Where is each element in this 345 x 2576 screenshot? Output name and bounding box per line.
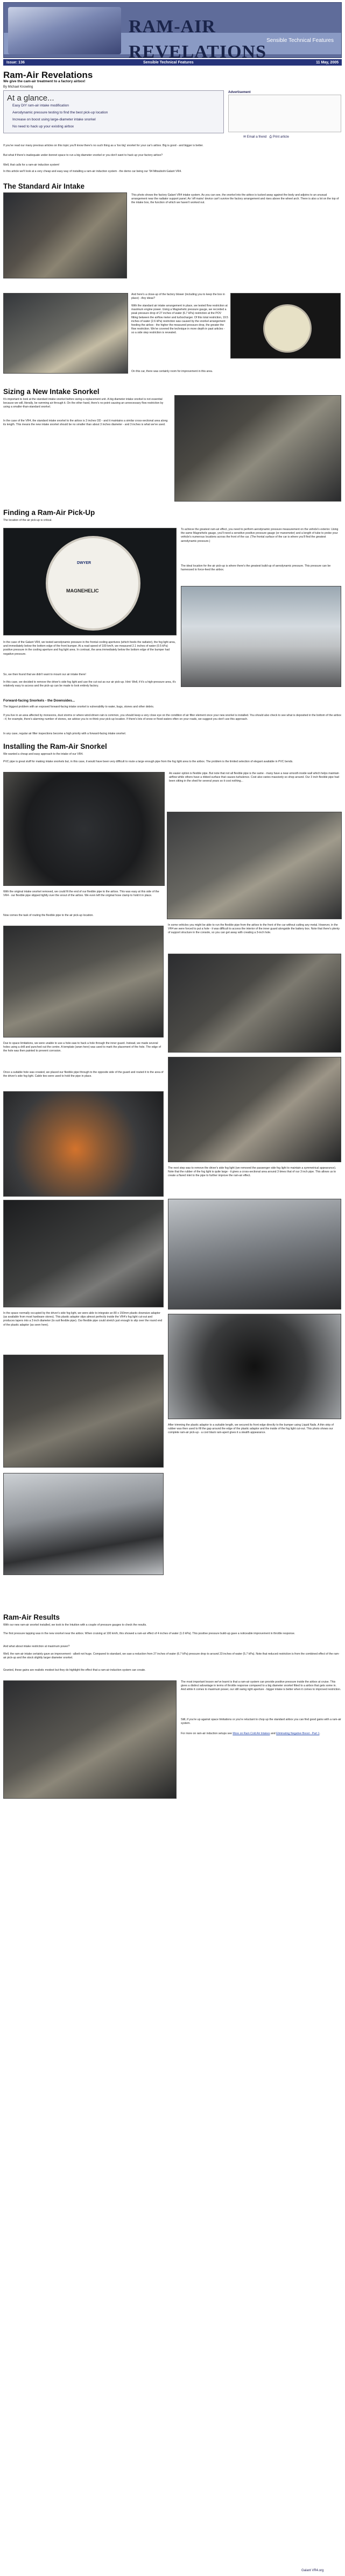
galant-car-photo: [181, 586, 341, 687]
section-paragraph: The location of the air pick-up is critical.: [3, 519, 52, 522]
section-paragraph: The biggest problem with an exposed forward-facing intake snorkel is vulnerability to water, bugs, stones and other debris.: [3, 705, 154, 709]
cable-ties-photo: [3, 1091, 164, 1197]
section-paragraph: If you live in an area affected by monsoons, dust storms or where wind-driven rain is common, you should keep a very close eye on the condition of air filter element once your new snorkel is installed. You should also check to see what is deposited in the bottom of the airbox - if, for example, there's alarming number of stones, we advise you to re-think your pick-up location. If there's lots of snow or flood waters often on your roads, we suggest you don't use this approach.: [3, 714, 341, 721]
section-paragraph: On this car, there was certainly room for improvement in this area.: [131, 370, 213, 373]
section-paragraph: In this case, we decided to remove the driver's side fog light and use the cut-out as our air pick-up. Hint: Well, if it's a high-pressure area, it's relatively easy to access and the pick-up can be made to look entirely factory.: [3, 681, 176, 688]
page-whitespace: [3, 1806, 341, 2564]
banner-car-image: [8, 7, 121, 54]
link-separator: and: [270, 1732, 277, 1735]
section-paragraph: Once a suitable hole was created, we placed our flexible pipe through to the opposite side of the guard and routed it to the area of the driver's side fog light. Cable ties were used to hold the pipe in place.: [3, 1071, 164, 1078]
issue-section[interactable]: Sensible Technical Features: [143, 61, 194, 65]
gauge-face: [46, 536, 140, 631]
advert-label: Advertisement: [228, 91, 251, 94]
adaptor-fitted-photo: [3, 1355, 164, 1468]
magnehelic-gauge-photo: [3, 528, 177, 635]
snorkel-sizing-photo: [174, 395, 341, 502]
inner-guard-hole-photo: [168, 954, 341, 1053]
see-also-text: For more on ram-air induction setups see: [181, 1732, 233, 1735]
section-paragraph: In the space normally occupied by the driver's side fog light, we were able to integrate an 80 x 150mm plastic downsize adaptor (as available from most hardware stores). This plastic adaptor slips almost perfectly inside the VR4's fog light cut-out and produces tapers into a 3 inch diameter (to suit flexible pipe). Our flexible pipe could stretch just enough to slip over the round end of the plastic adaptor (as seen here).: [3, 1312, 163, 1327]
print-icon[interactable]: ⎙: [269, 135, 272, 139]
gauge-brand: DWYER: [77, 561, 91, 565]
section-paragraph: And here's a close-up of the factory blower (including you to keep the box in place) - Any ideas?: [131, 293, 226, 300]
factory-intake-photo: [3, 192, 127, 278]
glance-item: No need to hack up your existing airbox: [12, 124, 74, 128]
section-paragraph: To achieve the greatest ram-air effect, you need to perform aerodynamic pressure measurement on the vehicle's exterior. Using the same Magnehelic gauge, you'll need a sensitive positive pressure gauge (or manometer) and a length of tube to probe your vehicle's numerous locations across the front of the car. (The frontal surface of the car is where you'll find the greatest aerodynamic pressure.): [181, 528, 339, 543]
section-paragraph: Now comes the task of routing the flexible pipe to the air pick-up location.: [3, 914, 94, 917]
fog-light-removed-photo: [3, 1200, 164, 1307]
bumper-cut-out-photo: [168, 1199, 341, 1310]
section-paragraph: The ideal location for the air pick-up is where there's the greatest build-up of aerodynamic pressure. This pressure can be harnessed to force-feed the airbox.: [181, 564, 331, 572]
closing-punctuation: .: [319, 1732, 320, 1735]
pipe-routing-photo: [3, 926, 164, 1037]
section-heading: Sizing a New Intake Snorkel: [3, 388, 100, 396]
email-icon[interactable]: ✉: [243, 135, 247, 139]
issue-number: Issue: 136: [6, 61, 25, 65]
glance-list: [12, 104, 108, 132]
related-article-link[interactable]: More on Ram Cold Air Intakes: [233, 1732, 270, 1735]
section-paragraph: We wanted a cheap and easy approach to the intake of our VR4.: [3, 753, 83, 756]
article-subtitle: We give the cam-air treatment to a factory airbox!: [3, 80, 86, 83]
section-paragraph: In the case of the Galant VR4, we tested aerodynamic pressure in the frontal cooling apertures (which feeds the radiator), the fog light area, and immediately below the bottom edge of the front bumper. At a road speed of 100 km/h, we measured 2.1 inches of water (0.5 kPa) positive pressure in the cooling aperture and fog light area. In contrast, the area immediately below the bottom edge of the bumper had negative pressure.: [3, 641, 176, 656]
section-paragraph: Well, the ram-air intake certainly gave an improvement - albeit not huge. Compared to standard, we saw a reduction from 27 inches of water (6.7 kPa) pressure drop to around 23 inches of water (5.7 kPa). Note that reduced restriction is from the combined effect of the ram-air pick-up and the stock slightly larger diameter snorkel.: [3, 1652, 340, 1660]
article-title: Ram-Air Revelations: [3, 70, 93, 80]
site-banner: [3, 2, 342, 58]
section-heading: The Standard Air Intake: [3, 182, 85, 190]
section-paragraph: It's important to look at the standard intake snorkel before sizing a replacement unit. A big diameter intake snorkel is not essential because we will, literally, be ramming air through it. On the other hand, there's no point causing an unnecessary flow restriction by using a smaller-than-standard snorkel.: [3, 398, 164, 409]
issue-date: 11 May, 2005: [316, 61, 339, 65]
intro-paragraph: In this article we'll look at a very cheap and easy way of installing a ram-air induction system - the demo car being our '94 Mitsubishi Galant VR4.: [3, 170, 182, 173]
section-paragraph: With the standard air intake arrangement in place, we tested flow restriction at maximum engine power. Using a Magnehelic pressure gauge, we recorded a peak pressure drop of 27 inches of water (6.7 kPa) restriction at the POV fitting between the airflow meter and turbocharger. Of this total restriction, 19.5 inches of water (2.6 kPa) restriction was caused by the snorkel arrangement feeding the airbox - the higher the measured pressure drop, the greater the flow restriction. We've covered the technique in more depth in past articles - so a side step restriction is revealed.: [131, 304, 228, 335]
at-a-glance-box: [3, 90, 224, 133]
section-heading: Ram-Air Results: [3, 1613, 60, 1621]
factory-blower-photo: [3, 293, 128, 374]
section-paragraph: PVC pipe is great stuff for making intake snorkels but, in this case, it would have been very difficult to route a large enough pipe from the fog light area to the airbox. The problem is the limited selection of elegant available in PVC bends.: [3, 760, 293, 763]
section-paragraph: Still, if you're up against space limitations or you're reluctant to chop up the standard airbox you can find good gains with a ram-air system.: [181, 1718, 341, 1726]
section-paragraph: With our new ram-air snorkel installed, we took to the Intuition with a couple of pressure gauges to check the results.: [3, 1623, 147, 1627]
email-friend-link[interactable]: Email a friend: [247, 135, 267, 139]
section-paragraph: In some vehicles you might be able to run the flexible pipe from the airbox to the front of the car without cutting any metal. However, in the VR4 we were forced to put a hole - it was difficult to access the interior of the inner guard alongside the battery box. Note that there's plenty of support structure in the console, so you can get away with creating a 3-inch hole.: [168, 924, 340, 935]
pressure-gauge-photo-1: [230, 293, 341, 359]
finished-intake-photo: [3, 1680, 177, 1799]
section-paragraph: [181, 1732, 341, 1736]
glance-item: Easy DIY ram-air intake modification: [12, 104, 69, 108]
flexible-pipe-photo: [3, 772, 165, 886]
gauge-name: MAGNEHELIC: [66, 588, 99, 593]
intro-paragraph: But what if there's inadequate under-bonnet space to run a big diameter snorkel or you don't want to hack up your factory airbox?: [3, 154, 163, 157]
banner-tagline: Sensible Technical Features: [266, 38, 334, 44]
glance-title: At a glance...: [7, 94, 54, 103]
section-paragraph: The most important lesson we've learnt is that a ram-air system can provide positive pressure inside the airbox at cruise. This gives a distinct advantage in terms of throttle response compared to a big diameter snorkel fitted to a airbox that gets some in. And while it comes to maximum power, our still swing right aperture - bigger intake is better when it comes to improved restriction.: [181, 1680, 341, 1692]
advert-space[interactable]: [228, 95, 341, 132]
section-paragraph: The next step was to remove the driver's side fog light (we removed the passenger side fog light to maintain a symmetrical appearance). Note that the rubber of the fog light is quite large - it gives a cross-sectional area around 3 times that of our 3 inch pipe. This allows us to create a flared inlet to the pipe to further improve the ram-air effect.: [168, 1167, 336, 1178]
gauge-dial: [263, 304, 312, 353]
footer-credit: Galant VR4.org: [301, 2569, 324, 2572]
guard-hole-close-up-photo: [168, 1057, 341, 1162]
section-paragraph: With the original intake snorkel removed, we could fit the end of our flexible pipe to the airbox. This was easy at this side of the VR4 - our flexible pipe slipped tightly over the snout of the airbox. We even left the original hose clamp to hold it in place.: [3, 890, 159, 898]
section-paragraph: In any case, regular air filter inspections become a high priority with a forward-facing intake snorkel.: [3, 732, 126, 735]
section-paragraph: Due to space limitations, we were unable to use a hole-saw to hack a hole through the inner guard. Instead, we made several holes using a drill and punched out the centre. A template (sewn here) was used to mark the placement of the hole. The edge of the hole was then painted to prevent corrosion.: [3, 1042, 161, 1053]
section-paragraph: So, we then found that we didn't want to mount our air intake there!: [3, 673, 86, 676]
issue-strip: [3, 59, 342, 66]
glance-item: Aerodynamic pressure testing to find the best pick-up location: [12, 110, 108, 115]
article-tools: [243, 135, 289, 139]
advertisement-box: [228, 90, 341, 133]
section-paragraph: After trimming the plastic adaptor to a suitable length, we secured its front edge directly to the bumper using Liquid Nails. A thin strip of rubber was then used to fill the gap around the edge of the plastic adaptor and the inside of the fog light cut-out. This photo shows our complete ram-air pick-up - a cool black ram-apert gives it a stealth appearance.: [168, 1423, 334, 1435]
pipe-on-airbox-photo: [167, 812, 342, 919]
glance-item: Increase on boost using large-diameter intake snorkel: [12, 117, 96, 121]
subheading: Forward-facing Snorkels - the Downsides...: [3, 699, 75, 703]
section-paragraph: This photo shows the factory Galant VR4 intake system. As you can see, the snorkel into the airbox is tucked away against the body and adjoins to an unusual arrangement near the radiator support panel. An 'off mains' device can't survive the factory arrangement and rises above the wheel arch. There is also a lot on the top of the intake box, the function of which we haven't worked out.: [131, 194, 339, 205]
section-heading: Installing the Ram-Air Snorkel: [3, 742, 107, 750]
plastic-adaptor-photo: [168, 1314, 341, 1419]
section-paragraph: An easier option is flexible pipe. But note that not all flexible pipe is the same - many have a near-smooth inside wall which helps maintain airflow while others have a ribbed surface that causes turbulence. Cost also varies massively so shop around. Our 3 inch flexible pipe had been sitting in the shed for several years so it cost nothing...: [169, 772, 340, 783]
section-paragraph: In the case of the VR4, the standard intake snorkel to the airbox is 3 inches OD - and it maintains a similar cross-sectional area along its length. This means the new intake snorkel should be no smaller than about 3 inches diameter - and 3 inches is what we've used.: [3, 419, 168, 427]
section-paragraph: And what about intake restriction at maximum power?: [3, 1645, 70, 1648]
related-article-link[interactable]: Eliminating Negative Boost - Part 1: [276, 1732, 320, 1735]
intro-paragraph: If you've read our many previous articles on this topic you'll know there's no such thing as a 'too big' snorkel for your car's airbox. Big is good - and bigger is better.: [3, 144, 203, 147]
intro-paragraph: Well, that calls for a ram-air induction system!: [3, 163, 60, 167]
section-paragraph: Granted, these gains are realistic modest but they do highlight the effect that a ram-air induction system can create.: [3, 1669, 146, 1672]
section-heading: Finding a Ram-Air Pick-Up: [3, 509, 95, 517]
byline: By Michael Knowling: [3, 85, 33, 89]
print-article-link[interactable]: Print article: [272, 135, 289, 139]
ram-air-pickup-photo: [3, 1473, 164, 1575]
banner-title: RAM-AIR REVELATIONS: [129, 17, 266, 58]
section-paragraph: The first pressure tapping was in the new snorkel near the airbox. When cruising at 100 km/h, this showed a ram-air effect of 4 inches of water (1.0 kPa). This positive pressure build-up gave a noticeable improvement in throttle response.: [3, 1632, 295, 1635]
